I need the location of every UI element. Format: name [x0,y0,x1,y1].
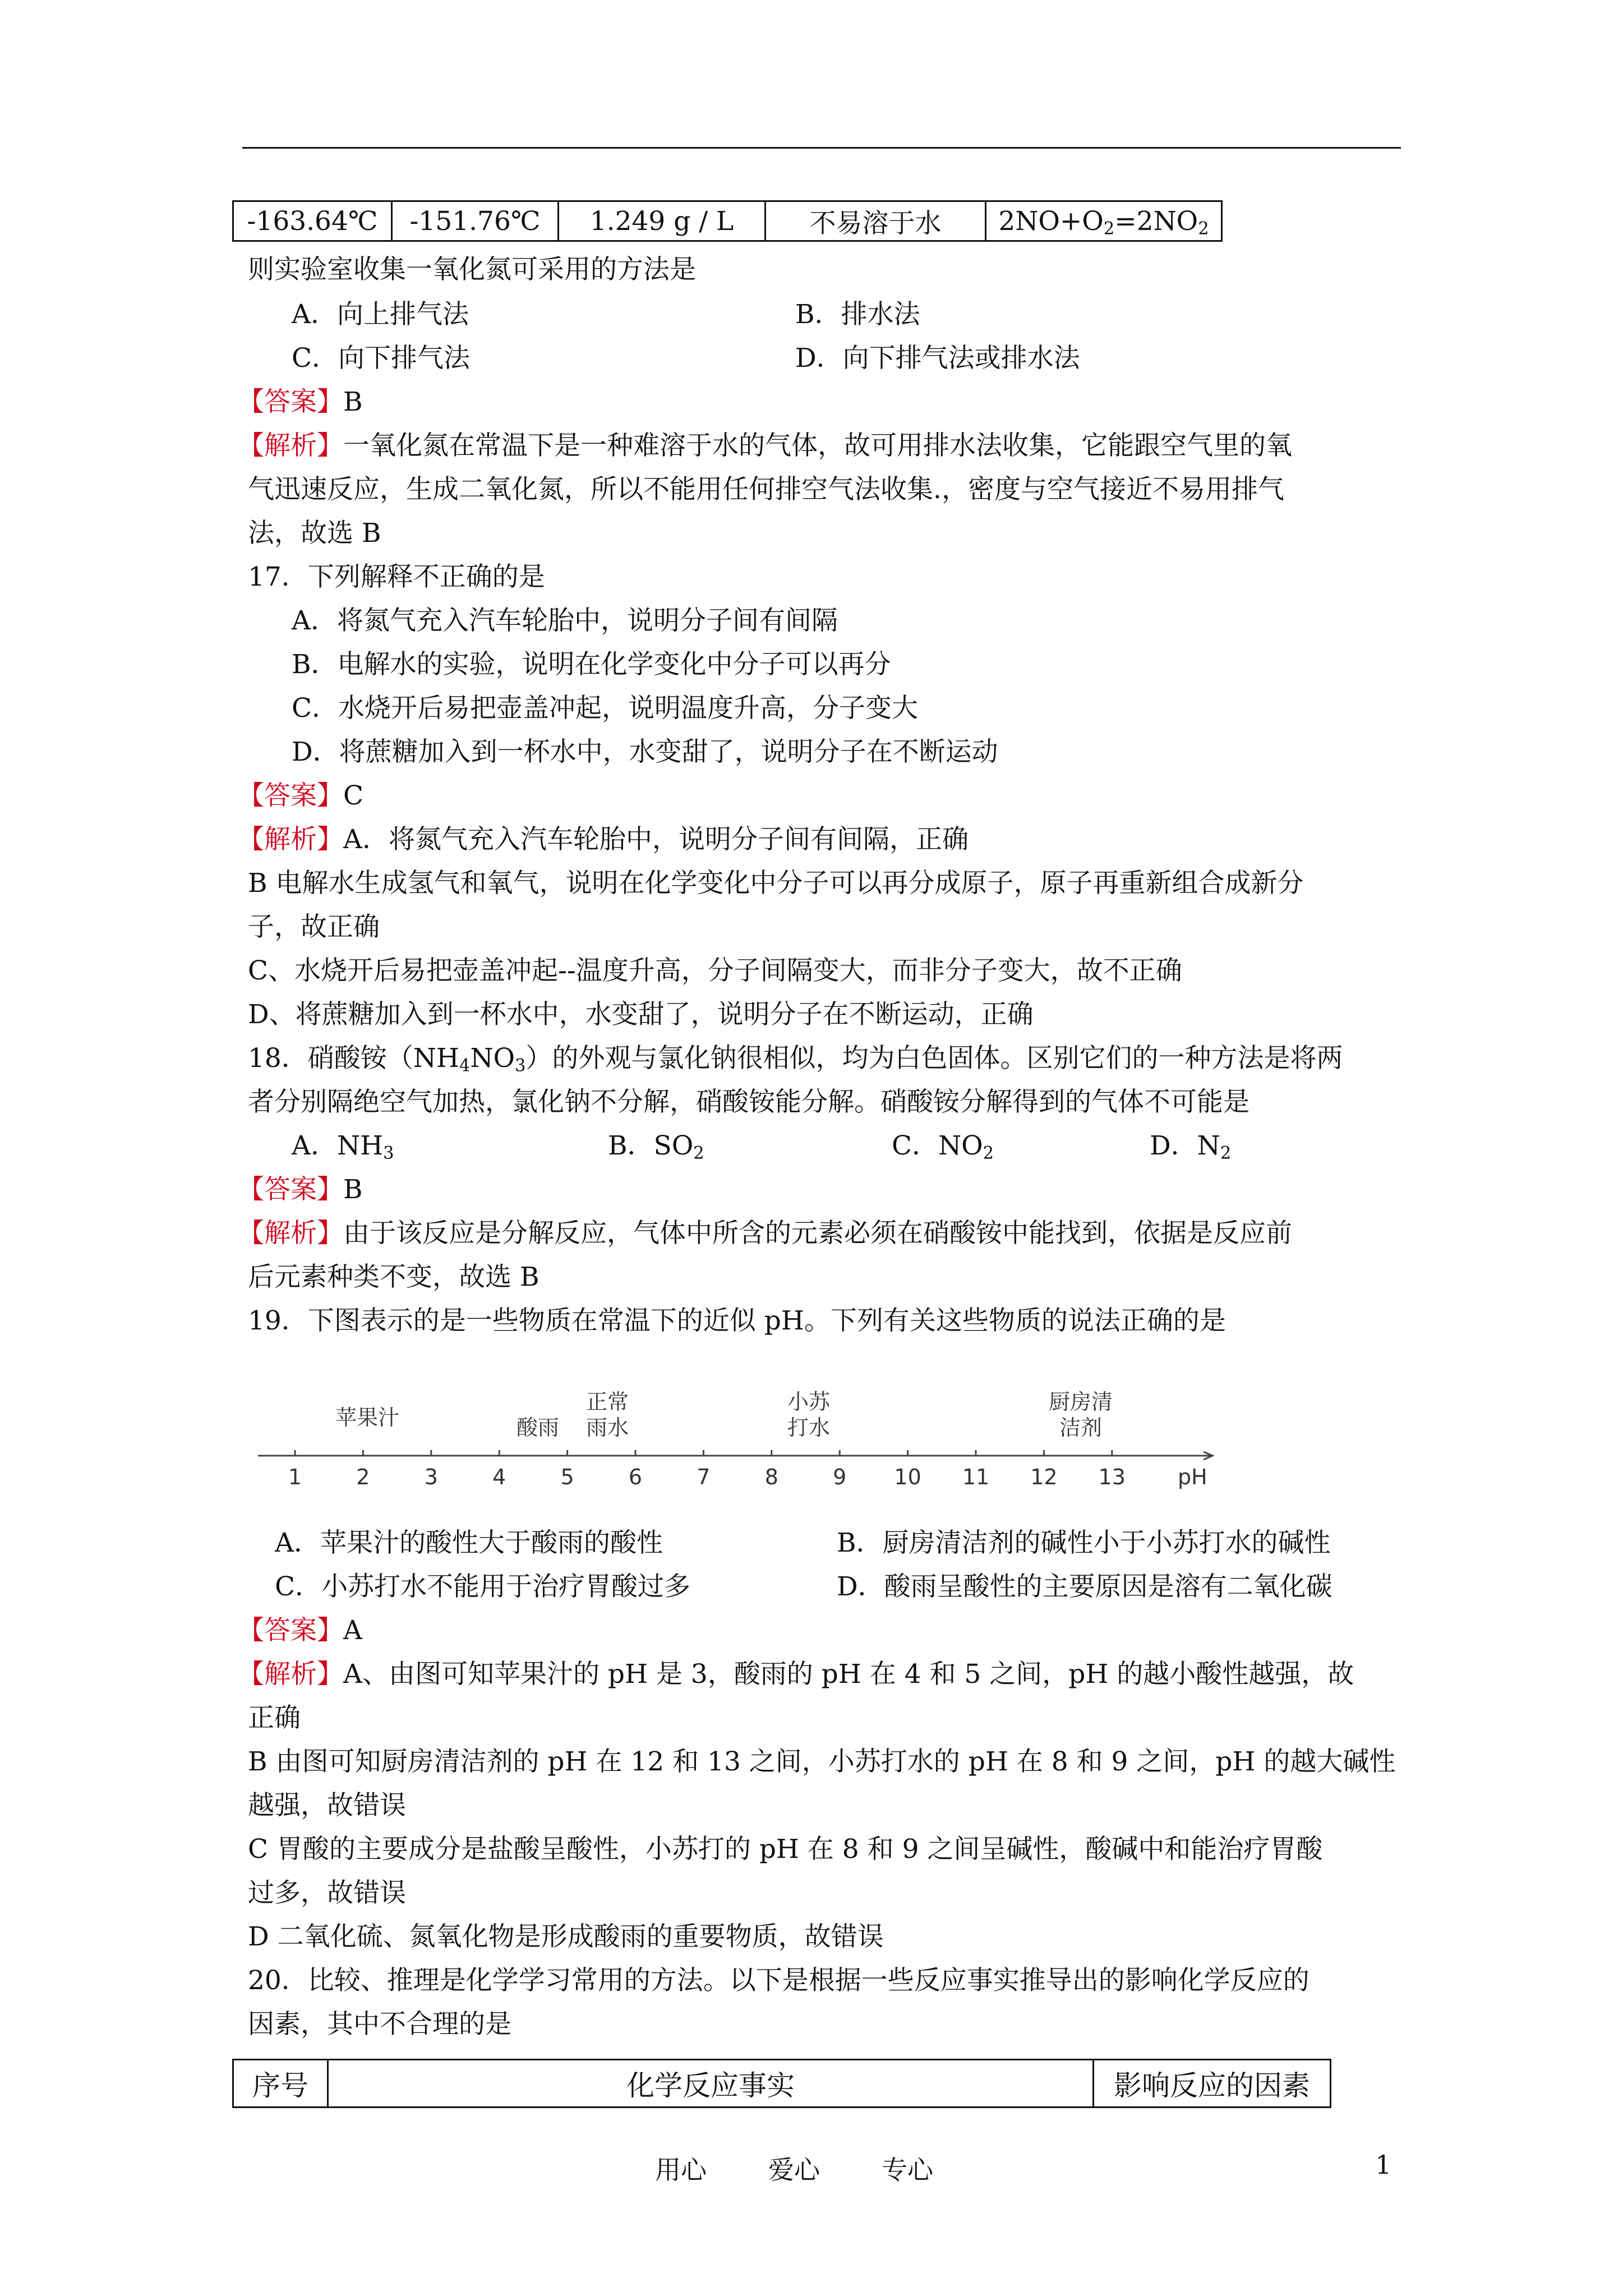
answer-tag: 【答案】 [238,1174,343,1205]
q18-option-b: B．$SO_2$ [608,1130,704,1163]
boiling-point-cell: -151.76℃ [392,201,559,241]
ph-tick-label: 3 [424,1465,438,1489]
q18-option-c: C．$NO_2$ [892,1130,994,1163]
q17-option-a: A．将氮气充入汽车轮胎中，说明分子间有间隔 [292,605,838,636]
analysis-tag: 【解析】 [238,1218,343,1249]
q16-option-d: D．向下排气法或排水法 [795,343,1080,374]
property-table [232,200,1223,242]
ph-tick-label: 8 [764,1465,778,1489]
q16-option-b: B．排水法 [795,299,920,330]
q16-answer: 【答案】B [238,386,363,417]
footer-item-1: 用心 [655,2155,707,2185]
ph-tick-label: 1 [288,1465,302,1489]
melting-point-cell: -163.64℃ [233,201,392,241]
answer-tag: 【答案】 [238,1615,343,1646]
analysis-tag: 【解析】 [238,430,343,461]
q19-analysis-4: 越强，故错误 [248,1790,406,1821]
normal-rain-label-1: 正常 [585,1389,629,1414]
analysis-tag: 【解析】 [238,1659,343,1690]
q19-analysis-7: D 二氧化硫、氮氧化物是形成酸雨的重要物质，故错误 [248,1921,884,1952]
ph-tick-label: 10 [894,1465,921,1489]
ph-tick-label: 11 [962,1465,990,1489]
header-rule [242,147,1401,149]
q20-stem-2: 因素，其中不合理的是 [248,2009,511,2040]
ph-tick-label: 6 [628,1465,643,1489]
kitchen-cleaner-label-2: 洁剂 [1059,1415,1103,1440]
q19-analysis-2: 正确 [248,1703,301,1733]
ph-scale-figure [247,1380,1245,1498]
q19-option-c: C．小苏打水不能用于治疗胃酸过多 [275,1571,690,1602]
q17-analysis-4: C、水烧开后易把壶盖冲起--温度升高，分子间隔变大，而非分子变大，故不正确 [248,955,1182,986]
q20-stem-1: 20．比较、推理是化学学习常用的方法。以下是根据一些反应事实推导出的影响化学反应的 [248,1965,1310,1996]
q19-analysis-5: C 胃酸的主要成分是盐酸呈酸性，小苏打的 pH 在 8 和 9 之间呈碱性，酸碱中和能治疗胃酸 [248,1834,1323,1865]
footer-item-3: 专心 [882,2155,933,2185]
q18-option-a: A．$NH_3$ [292,1130,394,1163]
q18-analysis-2: 后元素种类不变，故选 B [248,1262,540,1292]
solubility-cell: 不易溶于水 [766,201,986,241]
q19-answer: 【答案】A [238,1615,362,1646]
analysis-tag: 【解析】 [238,824,343,855]
ph-tick-label: 7 [697,1465,711,1489]
q16-analysis-3: 法，故选 B [248,518,381,549]
q18-option-d: D．$N_2$ [1150,1130,1232,1163]
q17-answer: 【答案】C [238,780,363,811]
q16-option-a: A．向上排气法 [292,299,469,330]
ph-tick-label: 13 [1098,1465,1126,1489]
q19-option-a: A．苹果汁的酸性大于酸雨的酸性 [275,1527,663,1558]
ph-unit-label: pH [1178,1465,1207,1489]
q17-stem: 17．下列解释不正确的是 [248,562,545,592]
baking-soda-label-1: 小苏 [787,1389,831,1414]
q17-analysis-3: 子，故正确 [248,912,380,942]
q17-option-c: C．水烧开后易把壶盖冲起，说明温度升高，分子变大 [292,693,918,724]
q20-header-fact: 化学反应事实 [328,2060,1094,2108]
q18-answer: 【答案】B [238,1174,363,1205]
ph-tick-label: 12 [1030,1465,1058,1489]
q19-stem: 19．下图表示的是一些物质在常温下的近似 pH。下列有关这些物质的说法正确的是 [248,1305,1226,1336]
kitchen-cleaner-label-1: 厨房清 [1048,1389,1113,1414]
q17-analysis-1: 【解析】A．将氮气充入汽车轮胎中，说明分子间有间隔，正确 [238,824,969,855]
q19-option-b: B．厨房清洁剂的碱性小于小苏打水的碱性 [837,1527,1331,1558]
q19-analysis-6: 过多，故错误 [248,1878,406,1908]
q19-analysis-3: B 由图可知厨房清洁剂的 pH 在 12 和 13 之间，小苏打水的 pH 在 8 和 9 之间，pH 的越大碱性 [248,1746,1396,1777]
page-number: 1 [1375,2150,1392,2180]
q16-tail: 则实验室收集一氧化氮可采用的方法是 [248,254,696,285]
normal-rain-label-2: 雨水 [585,1415,629,1440]
q19-option-d: D．酸雨呈酸性的主要原因是溶有二氧化碳 [837,1571,1332,1602]
q18-stem-2: 者分别隔绝空气加热，氯化钠不分解，硝酸铵能分解。硝酸铵分解得到的气体不可能是 [248,1087,1249,1117]
q17-option-d: D．将蔗糖加入到一杯水中，水变甜了，说明分子在不断运动 [292,737,998,767]
apple-juice-label: 苹果汁 [335,1405,400,1430]
acid-rain-label: 酸雨 [516,1415,560,1440]
q17-option-b: B．电解水的实验，说明在化学变化中分子可以再分 [292,649,891,680]
q18-analysis-1: 【解析】由于该反应是分解反应，气体中所含的元素必须在硝酸铵中能找到，依据是反应前 [238,1218,1292,1249]
q20-header-index: 序号 [233,2060,328,2108]
ph-tick-label: 2 [356,1465,370,1489]
q17-analysis-5: D、将蔗糖加入到一杯水中，水变甜了，说明分子在不断运动，正确 [248,999,1034,1030]
q17-analysis-2: B 电解水生成氢气和氧气，说明在化学变化中分子可以再分成原子，原子再重新组合成新分 [248,868,1304,899]
q18-stem-1: 18．硝酸铵$(NH_4NO_3)$的外观与氯化钠很相似，均为白色固体。区别它们的一种方法是将两 [248,1043,1343,1076]
q20-table [232,2059,1331,2108]
footer-item-2: 爱心 [768,2155,820,2185]
q20-header-factor: 影响反应的因素 [1094,2060,1331,2108]
q16-option-c: C．向下排气法 [292,343,470,374]
density-cell: 1.249 g / L [559,201,766,241]
answer-tag: 【答案】 [238,780,343,811]
ph-tick-label: 5 [560,1465,574,1489]
q19-analysis-1: 【解析】A、由图可知苹果汁的 pH 是 3，酸雨的 pH 在 4 和 5 之间，pH 的越小酸性越强，故 [238,1659,1354,1690]
answer-tag: 【答案】 [238,386,343,417]
ph-tick-label: 9 [833,1465,847,1489]
ph-tick-label: 4 [492,1465,506,1489]
q16-analysis-1: 【解析】一氧化氮在常温下是一种难溶于水的气体，故可用排水法收集，它能跟空气里的氧 [238,430,1292,461]
baking-soda-label-2: 打水 [787,1415,831,1440]
reaction-cell: $2NO+O_2=2NO_2$ [986,201,1222,241]
q16-analysis-2: 气迅速反应，生成二氧化氮，所以不能用任何排空气法收集.，密度与空气接近不易用排气 [248,474,1284,505]
